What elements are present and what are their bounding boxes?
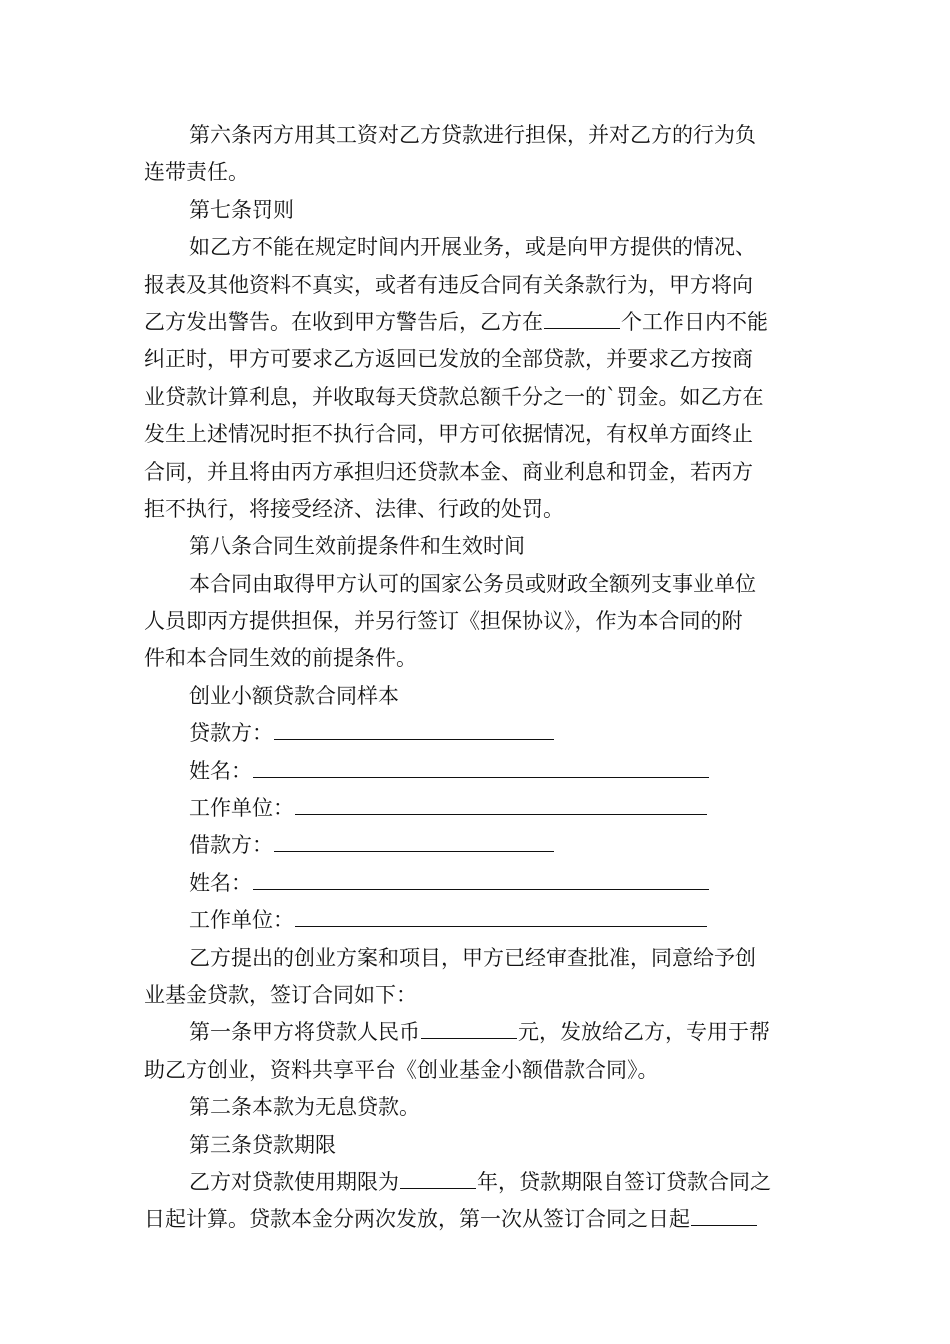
text-line: 连带责任。 bbox=[144, 160, 249, 185]
text-line: 本合同由取得甲方认可的国家公务员或财政全额列支事业单位 bbox=[189, 571, 756, 596]
lender-name-field bbox=[144, 753, 808, 790]
field-label: 借款方： bbox=[189, 833, 273, 858]
borrower-field bbox=[144, 827, 808, 864]
field-label: 姓名： bbox=[189, 870, 252, 895]
text-line bbox=[144, 1201, 808, 1238]
text-line: 乙方提出的创业方案和项目，甲方已经审查批准，同意给予创 bbox=[189, 945, 756, 970]
fill-in-blank[interactable] bbox=[421, 1014, 517, 1039]
text-segment: 第一条甲方将贷款人民币 bbox=[189, 1020, 420, 1045]
fill-in-blank[interactable] bbox=[400, 1164, 476, 1189]
section-heading: 第三条贷款期限 bbox=[189, 1132, 336, 1157]
text-line bbox=[144, 1164, 808, 1201]
document-title: 创业小额贷款合同样本 bbox=[189, 683, 399, 708]
text-line: 助乙方创业，资料共享平台《创业基金小额借款合同》。 bbox=[144, 1057, 659, 1082]
text-line: 报表及其他资料不真实，或者有违反合同有关条款行为，甲方将向 bbox=[144, 272, 753, 297]
fill-in-blank[interactable] bbox=[295, 902, 707, 927]
text-line: 合同，并且将由丙方承担归还贷款本金、商业利息和罚金，若丙方 bbox=[144, 459, 753, 484]
fill-in-blank[interactable] bbox=[274, 715, 554, 740]
text-line: 件和本合同生效的前提条件。 bbox=[144, 646, 417, 671]
field-label: 贷款方： bbox=[189, 721, 273, 746]
section-heading: 第八条合同生效前提条件和生效时间 bbox=[189, 534, 525, 559]
text-line: 如乙方不能在规定时间内开展业务，或是向甲方提供的情况、 bbox=[189, 235, 756, 260]
text-segment: 年，贷款期限自签订贷款合同之 bbox=[477, 1169, 771, 1194]
text-line bbox=[144, 304, 808, 341]
field-label: 姓名： bbox=[189, 758, 252, 783]
text-line: 发生上述情况时拒不执行合同，甲方可依据情况，有权单方面终止 bbox=[144, 422, 753, 447]
text-segment: 乙方对贷款使用期限为 bbox=[189, 1169, 399, 1194]
lender-field bbox=[144, 715, 808, 752]
text-line: 拒不执行，将接受经济、法律、行政的处罚。 bbox=[144, 496, 564, 521]
section-heading: 第七条罚则 bbox=[189, 197, 294, 222]
document-page bbox=[144, 117, 808, 1239]
fill-in-blank[interactable] bbox=[691, 1201, 757, 1226]
text-line: 纠正时，甲方可要求乙方返回已发放的全部贷款，并要求乙方按商 bbox=[144, 347, 753, 372]
text-segment: 乙方发出警告。在收到甲方警告后，乙方在 bbox=[144, 309, 543, 334]
text-line: 第二条本款为无息贷款。 bbox=[189, 1095, 420, 1120]
borrower-employer-field bbox=[144, 902, 808, 939]
lender-employer-field bbox=[144, 790, 808, 827]
text-line: 业基金贷款，签订合同如下： bbox=[144, 982, 417, 1007]
fill-in-blank[interactable] bbox=[253, 753, 709, 778]
text-line: 第六条丙方用其工资对乙方贷款进行担保，并对乙方的行为负 bbox=[189, 123, 756, 147]
fill-in-blank[interactable] bbox=[544, 304, 620, 329]
text-line: 人员即丙方提供担保，并另行签订《担保协议》，作为本合同的附 bbox=[144, 609, 743, 634]
fill-in-blank[interactable] bbox=[295, 790, 707, 815]
fill-in-blank[interactable] bbox=[274, 827, 554, 852]
field-label: 工作单位： bbox=[189, 796, 294, 821]
text-segment: 日起计算。贷款本金分两次发放，第一次从签订合同之日起 bbox=[144, 1207, 690, 1232]
text-line bbox=[144, 1014, 808, 1051]
borrower-name-field bbox=[144, 865, 808, 902]
fill-in-blank[interactable] bbox=[253, 865, 709, 890]
field-label: 工作单位： bbox=[189, 908, 294, 933]
text-line: 业贷款计算利息，并收取每天贷款总额千分之一的`罚金。如乙方在 bbox=[144, 384, 764, 409]
text-segment: 元，发放给乙方，专用于帮 bbox=[518, 1020, 770, 1045]
text-segment: 个工作日内不能 bbox=[621, 309, 768, 334]
